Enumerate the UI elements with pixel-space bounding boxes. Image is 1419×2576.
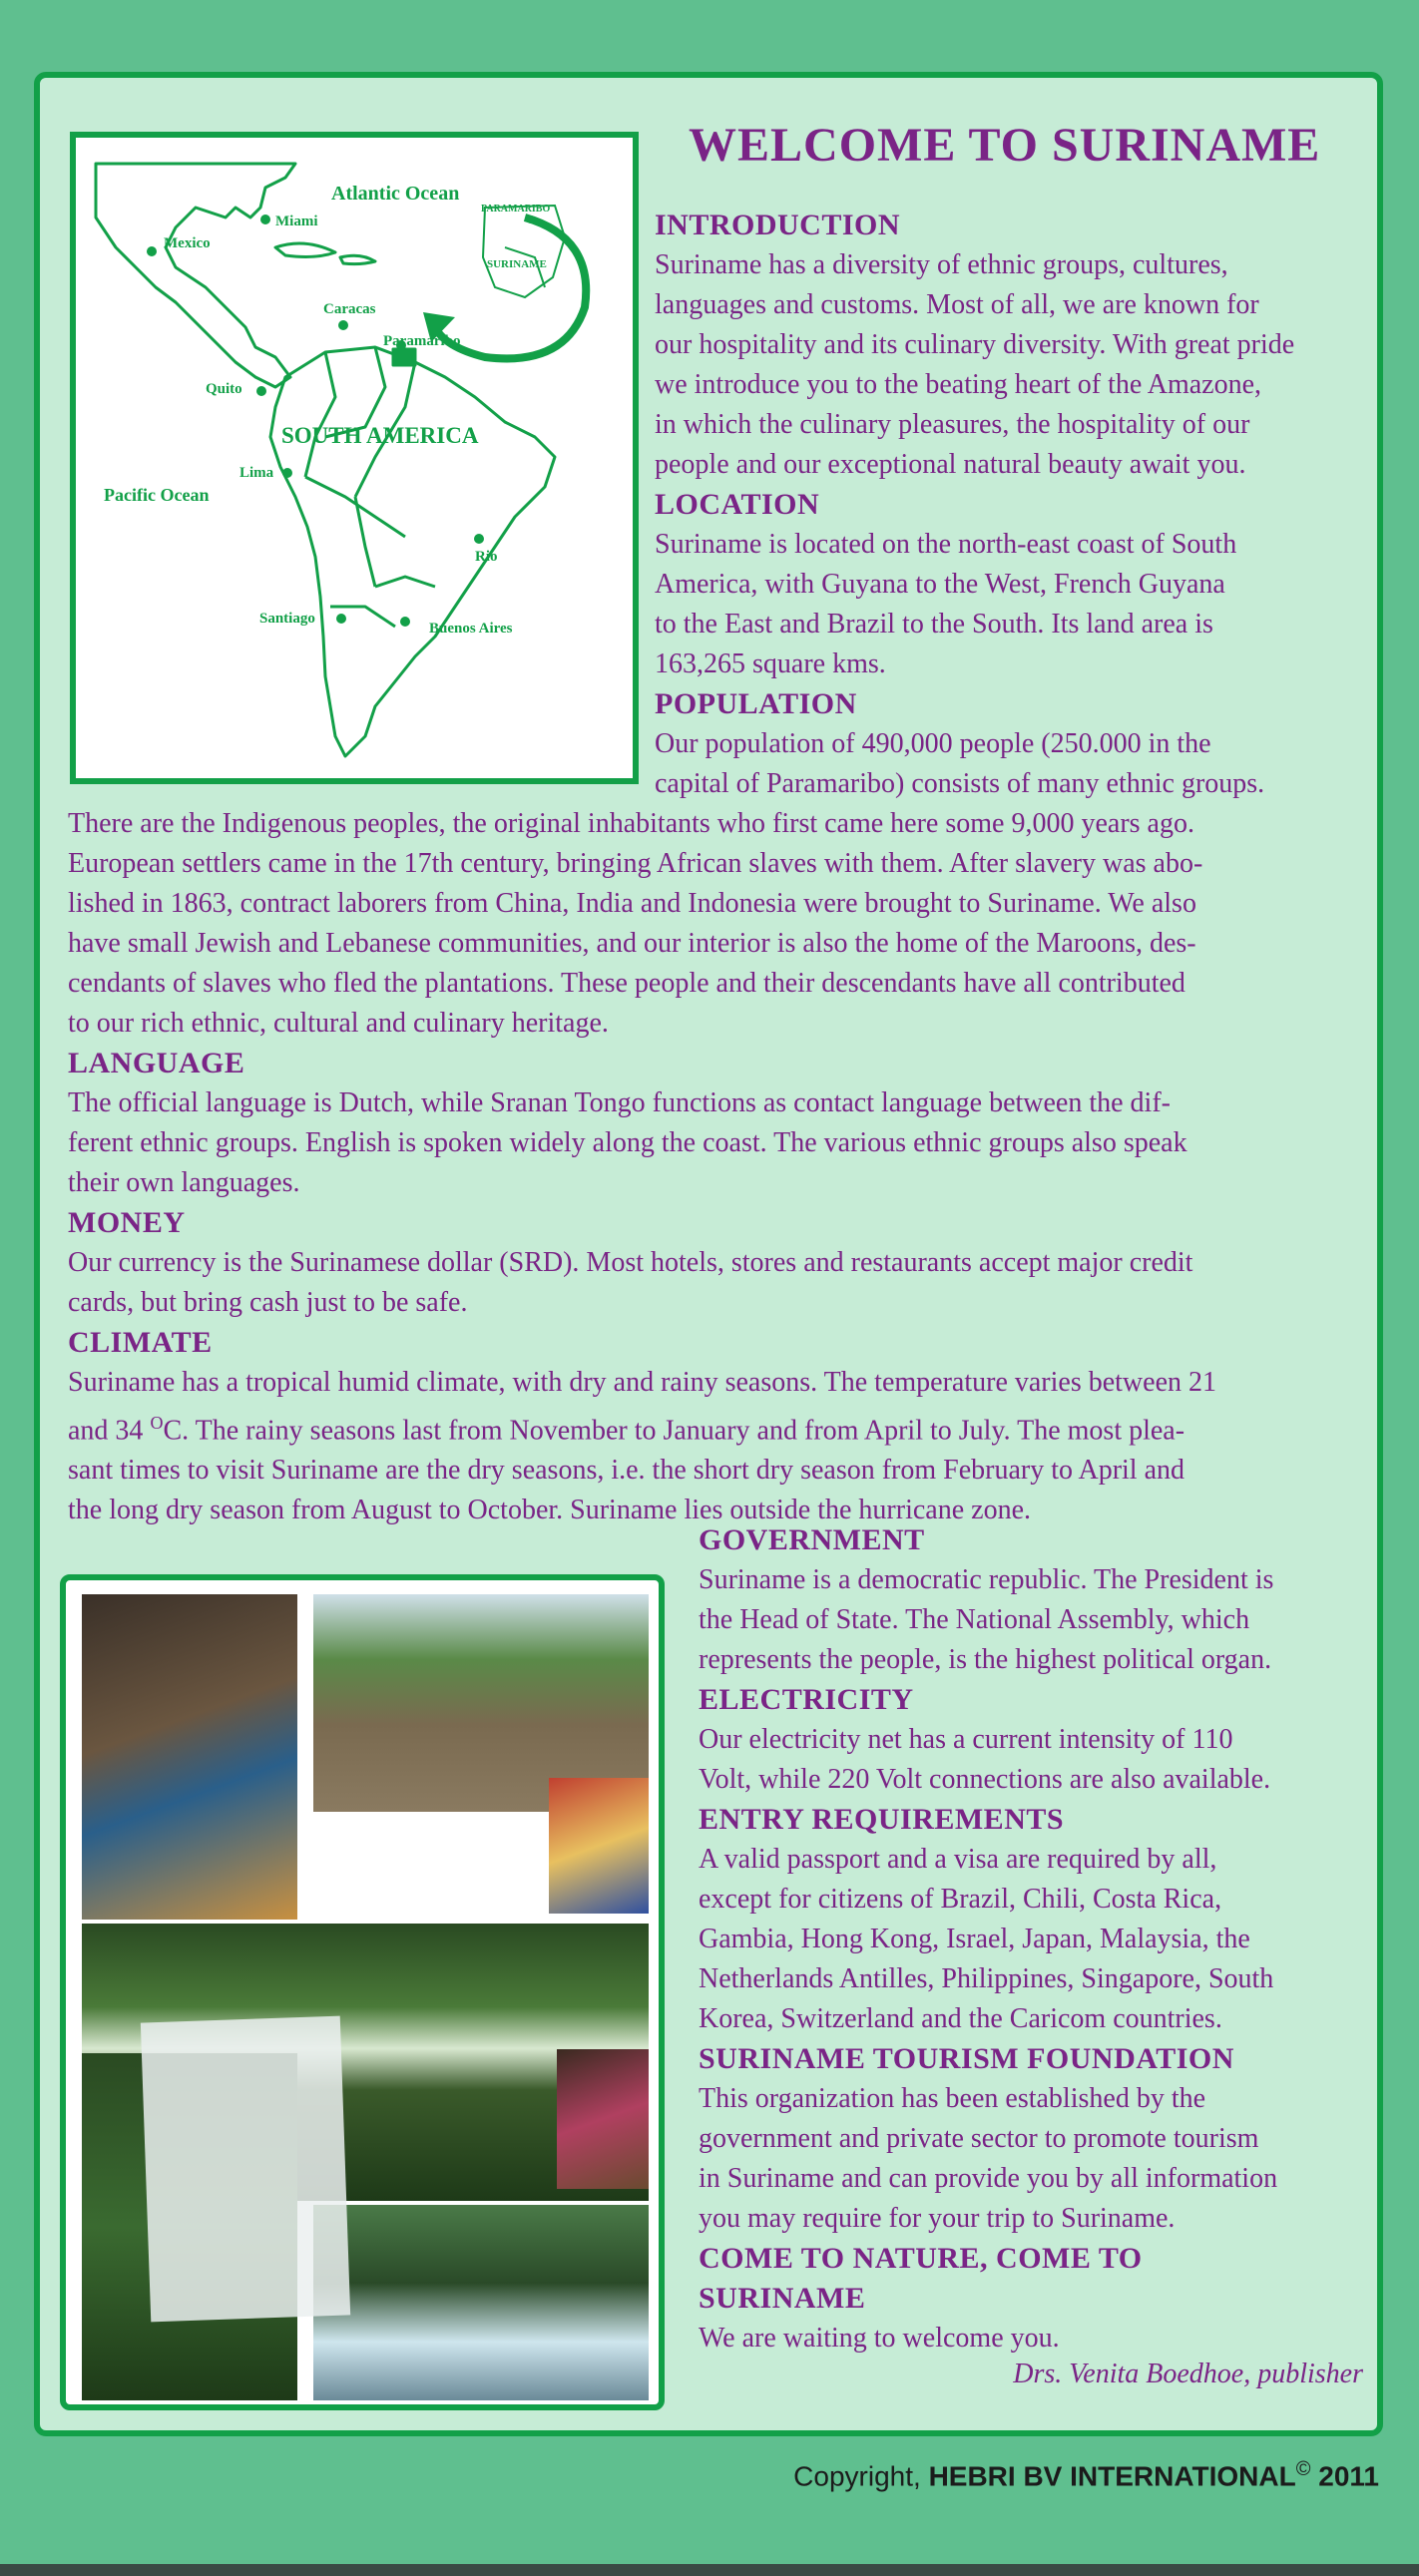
heading-tourism-foundation: SURINAME TOURISM FOUNDATION: [699, 2042, 1234, 2075]
climate-text-span: and 34: [68, 1415, 151, 1447]
copyright-notice: [793, 2458, 1379, 2492]
entry-line: A valid passport and a visa are required by all,: [699, 1844, 1217, 1875]
map-label-quito: Quito: [206, 381, 242, 397]
bottom-edge: [0, 2564, 1419, 2576]
map-label-pacific: Pacific Ocean: [104, 485, 210, 505]
population-line: There are the Indigenous peoples, the original inhabitants who first came here some 9,000 years ago.: [68, 808, 1194, 839]
bottom-right-column: [699, 1520, 1377, 2390]
population-line: have small Jewish and Lebanese communities, and our interior is also the home of the Maroons, des-: [68, 928, 1196, 959]
map-label-buenos-aires: Buenos Aires: [429, 621, 513, 637]
performance-photo: [557, 2049, 649, 2189]
population-line: Our population of 490,000 people (250.000 in the: [655, 728, 1211, 759]
climate-line: [68, 1403, 1375, 1451]
map-label-santiago: Santiago: [259, 611, 315, 627]
map-label-caracas: Caracas: [323, 301, 376, 317]
map-illustration: [76, 138, 633, 778]
intro-line: in which the culinary pleasures, the hospitality of our: [655, 409, 1250, 440]
intro-line: people and our exceptional natural beauty await you.: [655, 449, 1246, 480]
copyright-symbol: ©: [1295, 2458, 1311, 2480]
entry-line: Netherlands Antilles, Philippines, Singapore, South: [699, 1963, 1274, 1994]
map-label-continent: SOUTH AMERICA: [281, 423, 479, 448]
population-text-narrow: [655, 724, 1373, 804]
inset-label-paramaribo: PARAMARIBO: [481, 204, 551, 215]
come-text: We are waiting to welcome you.: [699, 2323, 1060, 2354]
population-line: cendants of slaves who fled the plantations. These people and their descendants have all contributed: [68, 968, 1185, 999]
entry-line: except for citizens of Brazil, Chili, Costa Rica,: [699, 1884, 1222, 1915]
intro-line: languages and customs. Most of all, we are known for: [655, 289, 1259, 320]
page-title: WELCOME TO SURINAME: [689, 119, 1321, 172]
photo-collage: [60, 1574, 665, 2410]
map-label-lima: Lima: [239, 465, 274, 481]
heading-entry-requirements: ENTRY REQUIREMENTS: [699, 1803, 1065, 1836]
location-line: to the East and Brazil to the South. Its land area is: [655, 609, 1213, 640]
foundation-line: government and private sector to promote tourism: [699, 2123, 1259, 2154]
heading-electricity: ELECTRICITY: [699, 1683, 914, 1716]
population-line: lished in 1863, contract laborers from China, India and Indonesia were brought to Suriname. We also: [68, 888, 1196, 919]
fisherman-photo: [82, 1594, 297, 1920]
electricity-line: Our electricity net has a current intensity of 110: [699, 1724, 1233, 1755]
entry-line: Korea, Switzerland and the Caricom countries.: [699, 2003, 1222, 2034]
come-heading-line: COME TO NATURE, COME TO: [699, 2242, 1143, 2275]
money-line: Our currency is the Surinamese dollar (SRD). Most hotels, stores and restaurants accept major credit: [68, 1247, 1193, 1278]
money-line: cards, but bring cash just to be safe.: [68, 1287, 468, 1318]
population-text-wide: [68, 804, 1375, 1044]
heading-population: POPULATION: [655, 687, 857, 720]
location-line: 163,265 square kms.: [655, 648, 886, 679]
foundation-text: [699, 2079, 1377, 2239]
location-line: America, with Guyana to the West, French Guyana: [655, 569, 1225, 600]
government-line: the Head of State. The National Assembly, which: [699, 1604, 1250, 1635]
climate-line: the long dry season from August to October. Suriname lies outside the hurricane zone.: [68, 1495, 1032, 1526]
map-label-paramaribo: Paramaribo: [383, 333, 461, 349]
introduction-text: [655, 245, 1373, 485]
map-label-atlantic: Atlantic Ocean: [331, 183, 460, 205]
population-line: European settlers came in the 17th century, bringing African slaves with them. After slavery was abo-: [68, 848, 1203, 879]
foundation-line: in Suriname and can provide you by all information: [699, 2163, 1278, 2194]
copyright-year: 2011: [1310, 2460, 1379, 2492]
intro-line: Suriname has a diversity of ethnic groups, cultures,: [655, 249, 1228, 280]
top-right-column: [655, 206, 1373, 804]
heading-government: GOVERNMENT: [699, 1523, 925, 1556]
language-line: their own languages.: [68, 1167, 300, 1198]
copyright-company: HEBRI BV INTERNATIONAL: [928, 2460, 1296, 2492]
heading-location: LOCATION: [655, 488, 820, 521]
entry-text: [699, 1840, 1377, 2039]
foundation-line: This organization has been established by the: [699, 2083, 1206, 2114]
government-line: Suriname is a democratic republic. The President is: [699, 1564, 1274, 1595]
rapids-photo: [313, 2205, 649, 2400]
full-width-column: [68, 804, 1375, 1530]
climate-text-span: C. The rainy seasons last from November to January and from April to July. The most plea-: [163, 1415, 1185, 1447]
copyright-prefix: Copyright,: [793, 2460, 929, 2492]
government-line: represents the people, is the highest political organ.: [699, 1644, 1272, 1675]
come-heading-line: SURINAME: [699, 2282, 866, 2315]
heading-climate: CLIMATE: [68, 1326, 213, 1359]
language-text: [68, 1083, 1375, 1203]
climate-line: sant times to visit Suriname are the dry seasons, i.e. the short dry season from February to April and: [68, 1455, 1185, 1487]
population-line: capital of Paramaribo) consists of many ethnic groups.: [655, 768, 1265, 799]
location-line: Suriname is located on the north-east coast of South: [655, 529, 1237, 560]
language-line: The official language is Dutch, while Sranan Tongo functions as contact language between the dif-: [68, 1087, 1171, 1118]
map-label-mexico: Mexico: [164, 235, 211, 251]
intro-line: we introduce you to the beating heart of the Amazone,: [655, 369, 1262, 400]
heading-money: MONEY: [68, 1206, 186, 1239]
heading-come-to-nature: [699, 2239, 1377, 2319]
money-text: [68, 1243, 1375, 1323]
climate-text: [68, 1363, 1375, 1530]
map-label-miami: Miami: [275, 214, 318, 229]
heading-introduction: INTRODUCTION: [655, 209, 901, 241]
government-text: [699, 1560, 1377, 1680]
electricity-text: [699, 1720, 1377, 1800]
degree-superscript: O: [150, 1413, 164, 1433]
tape-overlay: [141, 2016, 350, 2323]
entry-line: Gambia, Hong Kong, Israel, Japan, Malaysia, the: [699, 1924, 1250, 1954]
location-text: [655, 525, 1373, 684]
intro-line: our hospitality and its culinary diversity. With great pride: [655, 329, 1295, 360]
heading-language: LANGUAGE: [68, 1047, 245, 1079]
dancers-photo: [549, 1778, 649, 1914]
population-line: to our rich ethnic, cultural and culinary heritage.: [68, 1008, 609, 1039]
map-label-rio: Rio: [475, 549, 498, 565]
foundation-line: you may require for your trip to Suriname.: [699, 2203, 1176, 2234]
electricity-line: Volt, while 220 Volt connections are also available.: [699, 1764, 1271, 1795]
inset-label-suriname: SURINAME: [487, 258, 547, 270]
south-america-map: [70, 132, 639, 784]
language-line: ferent ethnic groups. English is spoken widely along the coast. The various ethnic groups also speak: [68, 1127, 1187, 1158]
publisher-signature: Drs. Venita Boedhoe, publisher: [1013, 2359, 1363, 2389]
climate-line: Suriname has a tropical humid climate, with dry and rainy seasons. The temperature varies between 21: [68, 1367, 1217, 1398]
